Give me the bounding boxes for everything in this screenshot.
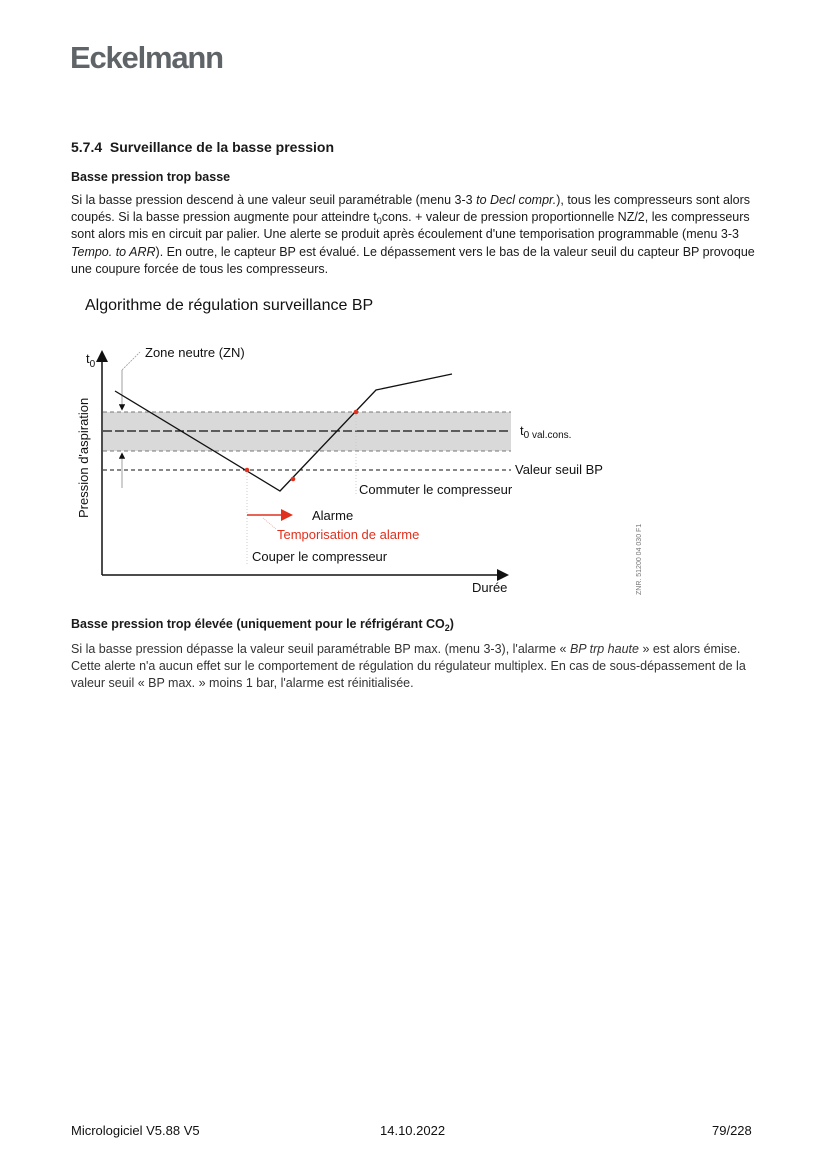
bp-monitoring-diagram <box>70 295 670 605</box>
y-axis-symbol: $t_0$ <box>86 351 96 370</box>
text-run: Si la basse pression dépasse la valeur seuil paramétrable BP max. (menu 3-3), l'alarme « <box>71 642 570 656</box>
text-run: ) <box>449 617 454 631</box>
section-heading <box>71 139 334 155</box>
alarm-label: Alarme <box>312 508 354 523</box>
text-run: Si la basse pression descend à une valeur seuil paramétrable (menu 3-3 <box>71 193 477 207</box>
alarm-name: BP trp haute <box>569 642 639 656</box>
switch-off-label: Couper le compresseur <box>252 549 388 564</box>
subheading-low-too-high <box>71 617 454 631</box>
subscript: 2 <box>444 623 450 633</box>
text-run: ). En outre, le capteur BP est évalué. Le dépassement vers le bas de la valeur seuil du capteur BP provoque une coupure forcée de tous les compresseurs. <box>71 244 755 276</box>
zone-leader <box>122 352 140 370</box>
section-title: Surveillance de la basse pression <box>109 139 335 155</box>
y-axis-label: Pression d'aspiration <box>76 397 91 518</box>
switch-off-point <box>291 477 296 482</box>
subheading-low-too-low: Basse pression trop basse <box>71 170 231 184</box>
text-run: » est alors émise. Cette alerte n'a aucun effet sur le comportement de régulation du régulateur multiplex. En cas de sous-dépassement de la valeur seuil « BP max. » moins 1 bar, l'alarme est réinitialisée. <box>71 642 746 691</box>
paragraph-low-too-low <box>71 192 761 278</box>
footer-firmware-version: Micrologiciel V5.88 V5 <box>71 1123 200 1138</box>
delay-leader <box>263 518 276 529</box>
footer-page-number: 79/228 <box>712 1123 752 1138</box>
text-run: cons. + valeur de pression proportionnelle NZ/2, les compresseurs sont alors mis en circuit par palier. Une alerte se produit après écoulement d'une temporisation programmable (menu 3-3 <box>71 210 750 242</box>
text-run: ), tous les compresseurs sont alors coupés. Si la basse pression augmente pour atteindre t <box>71 193 751 225</box>
alarm-point <box>245 468 250 473</box>
diagram-title: Algorithme de régulation surveillance BP <box>85 297 374 314</box>
threshold-label: Valeur seuil BP <box>515 462 603 477</box>
eckelmann-logo: Eckelmann <box>70 40 223 75</box>
subscript: 0 <box>376 216 382 227</box>
zone-label: Zone neutre (ZN) <box>145 345 245 360</box>
menu-reference: Tempo. to ARR <box>71 244 156 259</box>
menu-reference: to Decl compr. <box>476 193 557 207</box>
text-run: Basse pression trop élevée (uniquement pour le réfrigérant CO <box>71 617 445 631</box>
diagram-svg <box>70 295 670 605</box>
paragraph-low-too-high <box>71 641 761 693</box>
reference-code: ZNR. 51200 04 030 F1 <box>636 523 643 595</box>
switch-on-label: Commuter le compresseur <box>359 482 513 497</box>
section-number: 5.7.4 <box>71 139 103 155</box>
switch-on-point <box>354 410 359 415</box>
x-axis-label: Durée <box>472 580 508 595</box>
delay-label: Temporisation de alarme <box>277 527 420 542</box>
setpoint-label: $t_{0 val.cons.}$ <box>520 423 572 441</box>
footer-date: 14.10.2022 <box>380 1123 446 1138</box>
